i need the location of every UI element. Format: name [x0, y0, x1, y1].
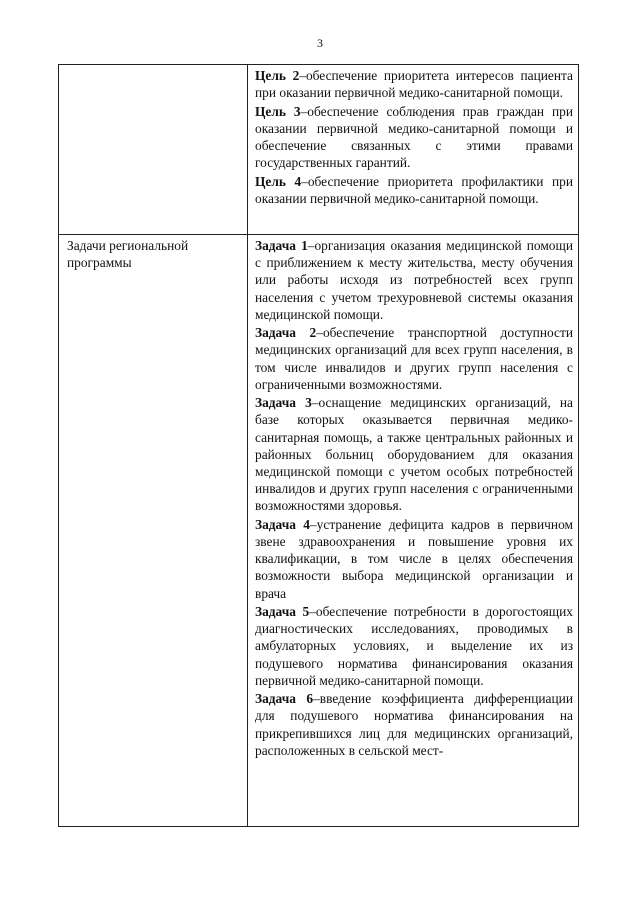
task-text: –обеспечение транспортной доступности медицинских организаций для всех групп населения, в том числе инвалидов и других групп населения с ограниченными возможностями. — [255, 325, 573, 392]
task-item — [255, 516, 573, 602]
goal-text: –обеспечение соблюдения прав граждан при оказании первичной медико-санитарной помощи и обеспечение связанных с этими правами государственных гарантий. — [255, 103, 573, 171]
task-item — [255, 690, 573, 759]
row-divider — [59, 234, 578, 235]
task-label: Задача 3 — [255, 395, 312, 411]
task-label: Задача 4 — [255, 516, 310, 532]
goal-text: –обеспечение приоритета интересов пациента при оказании первичной медико-санитарной помощи. — [255, 68, 573, 101]
task-text: –обеспечение потребности в дорогостоящих диагностических исследованиях, проводимых в амбулаторных условиях, и выделение их из подушевого норматива финансирования оказания первичной медико-санитарной помощи. — [255, 604, 573, 688]
task-text: –введение коэффициента дифференциации для подушевого норматива финансирования на прикрепившихся лиц для медицинских организаций, расположенных в сельской мест- — [255, 691, 573, 758]
task-label: Задача 5 — [255, 604, 310, 620]
task-item — [255, 394, 573, 514]
goals-cell — [255, 67, 573, 208]
goal-item — [255, 67, 573, 101]
tasks-label-cell: Задачи региональной программы — [67, 238, 189, 271]
task-item — [255, 324, 573, 393]
tasks-cell — [255, 237, 573, 760]
goal-text: –обеспечение приоритета профилактики при оказании первичной медико-санитарной помощи. — [255, 173, 573, 206]
task-item — [255, 603, 573, 689]
goal-item — [255, 103, 573, 172]
goal-label: Цель 3 — [255, 103, 301, 119]
task-label: Задача 2 — [255, 325, 317, 341]
goal-label: Цель 4 — [255, 173, 302, 189]
column-divider — [247, 65, 248, 826]
page-number: 3 — [317, 36, 323, 50]
program-table — [58, 64, 579, 827]
task-text: –оснащение медицинских организаций, на базе которых оказывается первичная медико-санитарная помощь, а также центральных районных и районных больниц оборудованием для оказания медицинской помощи с учетом особых потребностей инвалидов и других групп населения с ограниченными возможностями здоровья. — [255, 395, 573, 514]
task-label: Задача 1 — [255, 238, 308, 253]
goal-item — [255, 173, 573, 207]
task-item — [255, 237, 573, 323]
task-text: –организация оказания медицинской помощи с приближением к месту жительства, месту обучения или работы исходя из потребностей всех групп населения с учетом трехуровневой системы оказания медицинской помощи. — [255, 238, 573, 322]
goal-label: Цель 2 — [255, 68, 300, 83]
task-label: Задача 6 — [255, 691, 314, 707]
task-text: –устранение дефицита кадров в первичном звене здравоохранения и повышение уровня их квалификации, в том числе в целях обеспечения возможности выбора медицинской организации и врача — [255, 516, 573, 601]
